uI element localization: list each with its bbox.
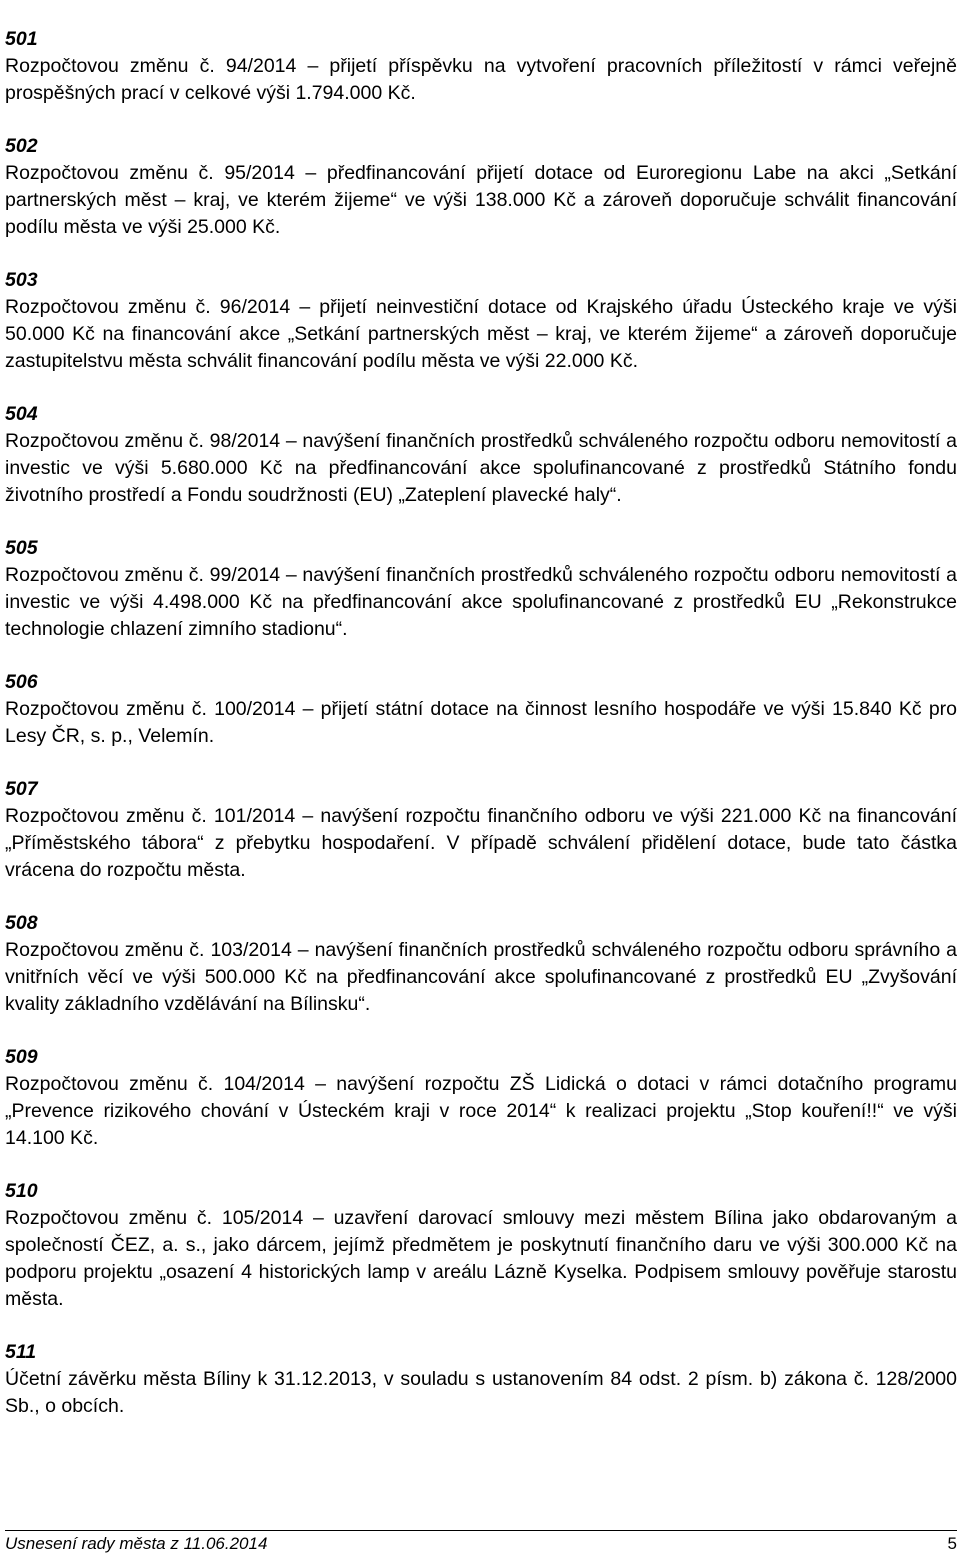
resolution-item [5, 535, 957, 643]
resolution-text: Rozpočtovou změnu č. 98/2014 – navýšení finančních prostředků schváleného rozpočtu odboru nemovitostí a investic ve výši 5.680.000 Kč na předfinancování akce spolufinancované z prostředků Státního fondu životního prostředí a Fondu soudržnosti (EU) „Zateplení plavecké haly“. [5, 430, 957, 506]
page-number: 5 [947, 1534, 957, 1553]
resolution-number: 508 [5, 912, 38, 934]
resolution-number: 506 [5, 671, 38, 693]
resolution-item [5, 401, 957, 509]
resolution-text: Rozpočtovou změnu č. 105/2014 – uzavření darovací smlouvy mezi městem Bílina jako obdarovaným a společností ČEZ, a. s., jako dárcem, jejímž předmětem je poskytnutí finančního daru ve výši 300.000 Kč na podporu projektu „osazení 4 historických lamp v areálu Lázně Kyselka. Podpisem smlouvy pověřuje starostu města. [5, 1207, 957, 1310]
resolution-item [5, 910, 957, 1018]
resolution-text: Rozpočtovou změnu č. 95/2014 – předfinancování přijetí dotace od Euroregionu Labe na akci „Setkání partnerských měst – kraj, ve kterém žijeme“ ve výši 138.000 Kč a zároveň doporučuje schválit financování podílu města ve výši 25.000 Kč. [5, 162, 957, 238]
resolution-number: 501 [5, 28, 38, 50]
resolution-text: Účetní závěrku města Bíliny k 31.12.2013, v souladu s ustanovením 84 odst. 2 písm. b) zákona č. 128/2000 Sb., o obcích. [5, 1368, 957, 1417]
resolution-number: 505 [5, 537, 38, 559]
resolution-item [5, 133, 957, 241]
resolution-item [5, 1178, 957, 1313]
resolution-item [5, 1339, 957, 1420]
resolution-number: 511 [5, 1341, 37, 1363]
resolution-number: 510 [5, 1180, 38, 1202]
resolution-number: 509 [5, 1046, 38, 1068]
resolution-text: Rozpočtovou změnu č. 94/2014 – přijetí příspěvku na vytvoření pracovních příležitostí v rámci veřejně prospěšných prací v celkové výši 1.794.000 Kč. [5, 55, 957, 104]
resolution-item [5, 26, 957, 107]
footer-title: Usnesení rady města z 11.06.2014 [5, 1534, 268, 1553]
resolution-item [5, 267, 957, 375]
resolution-item [5, 776, 957, 884]
resolution-number: 504 [5, 403, 38, 425]
resolution-number: 507 [5, 778, 38, 800]
resolution-text: Rozpočtovou změnu č. 96/2014 – přijetí neinvestiční dotace od Krajského úřadu Ústeckého kraje ve výši 50.000 Kč na financování akce „Setkání partnerských měst – kraj, ve kterém žijeme“ a zároveň doporučuje zastupitelstvu města schválit financování podílu města ve výši 22.000 Kč. [5, 296, 957, 372]
resolution-item [5, 1044, 957, 1152]
document-body [5, 0, 957, 1420]
resolution-item [5, 669, 957, 750]
resolution-text: Rozpočtovou změnu č. 100/2014 – přijetí státní dotace na činnost lesního hospodáře ve výši 15.840 Kč pro Lesy ČR, s. p., Velemín. [5, 698, 957, 747]
resolution-text: Rozpočtovou změnu č. 103/2014 – navýšení finančních prostředků schváleného rozpočtu odboru správního a vnitřních věcí ve výši 500.000 Kč na předfinancování akce spolufinancované z prostředků EU „Zvyšování kvality základního vzdělávání na Bílinsku“. [5, 939, 957, 1015]
resolution-number: 502 [5, 135, 38, 157]
resolution-text: Rozpočtovou změnu č. 101/2014 – navýšení rozpočtu finančního odboru ve výši 221.000 Kč na financování „Příměstského tábora“ z přebytku hospodaření. V případě schválení přidělení dotace, bude tato částka vrácena do rozpočtu města. [5, 805, 957, 881]
resolution-number: 503 [5, 269, 38, 291]
page-footer [5, 1530, 957, 1557]
resolution-text: Rozpočtovou změnu č. 99/2014 – navýšení finančních prostředků schváleného rozpočtu odboru nemovitostí a investic ve výši 4.498.000 Kč na předfinancování akce spolufinancované z prostředků EU „Rekonstrukce technologie chlazení zimního stadionu“. [5, 564, 957, 640]
resolution-text: Rozpočtovou změnu č. 104/2014 – navýšení rozpočtu ZŠ Lidická o dotaci v rámci dotačního programu „Prevence rizikového chování v Ústeckém kraji v roce 2014“ k realizaci projektu „Stop kouření!!“ ve výši 14.100 Kč. [5, 1073, 957, 1149]
